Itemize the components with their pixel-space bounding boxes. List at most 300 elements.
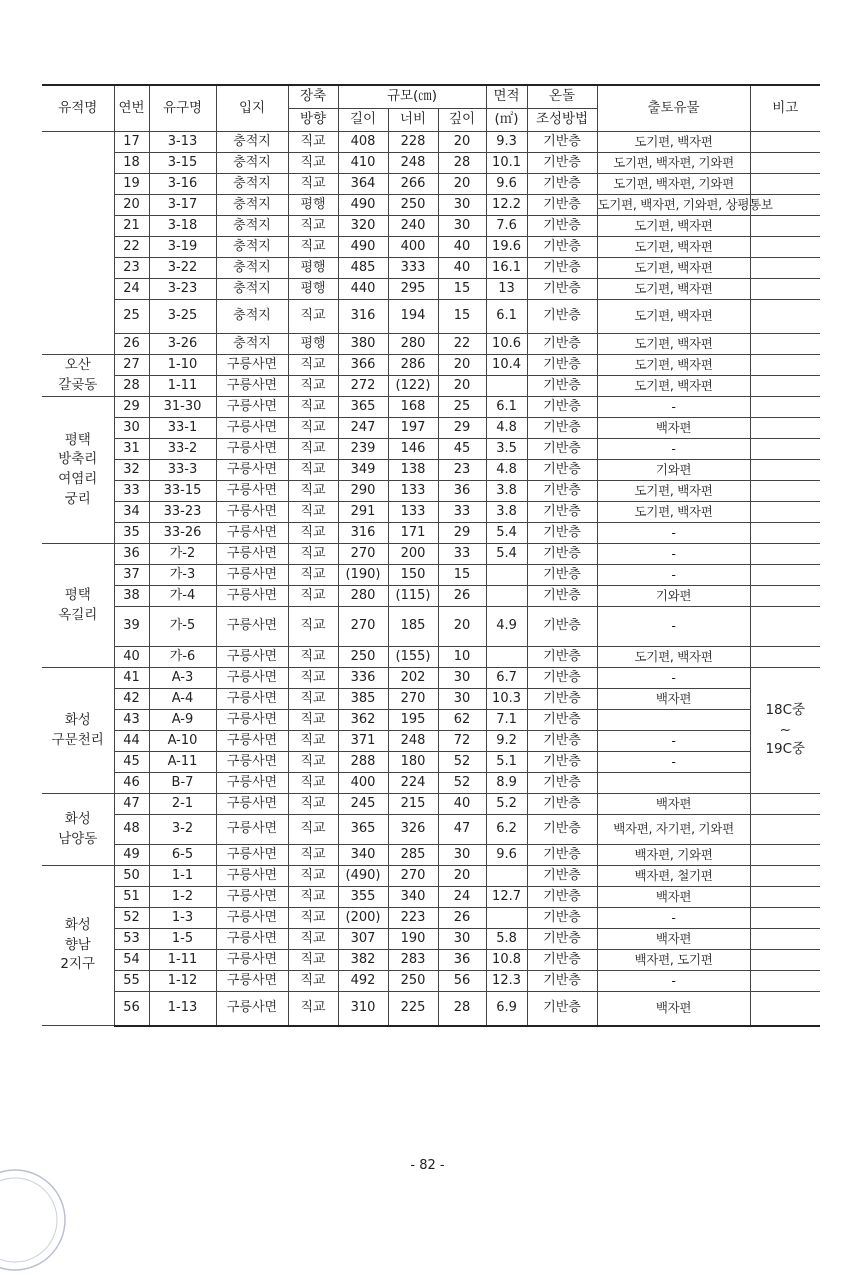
cell-location: 구릉사면 <box>216 397 288 418</box>
cell-artifacts: - <box>597 607 750 647</box>
cell-dir: 직교 <box>288 132 338 153</box>
cell-length: (190) <box>338 565 388 586</box>
cell-depth: 25 <box>438 397 486 418</box>
cell-ondol: 기반층 <box>527 174 597 195</box>
cell-no: 18 <box>114 153 149 174</box>
cell-dir: 직교 <box>288 845 338 866</box>
table-row <box>42 523 820 544</box>
cell-feature: 1-3 <box>149 908 216 929</box>
cell-ondol: 기반층 <box>527 887 597 908</box>
cell-location: 충적지 <box>216 153 288 174</box>
cell-depth: 20 <box>438 132 486 153</box>
header-depth: 깊이 <box>438 109 486 132</box>
site-name-line: 옥길리 <box>58 606 98 623</box>
cell-depth: 26 <box>438 586 486 607</box>
cell-location: 구릉사면 <box>216 355 288 376</box>
cell-feature: 가-3 <box>149 565 216 586</box>
cell-area: 12.3 <box>486 971 527 992</box>
cell-ondol: 기반층 <box>527 279 597 300</box>
cell-artifacts: 도기편, 백자편 <box>597 279 750 300</box>
cell-ondol: 기반층 <box>527 794 597 815</box>
cell-area: 9.2 <box>486 731 527 752</box>
cell-depth: 30 <box>438 216 486 237</box>
cell-ondol: 기반층 <box>527 153 597 174</box>
cell-no: 28 <box>114 376 149 397</box>
cell-ondol: 기반층 <box>527 710 597 731</box>
cell-note <box>750 647 820 668</box>
table-row <box>42 586 820 607</box>
cell-location: 충적지 <box>216 300 288 334</box>
cell-length: 492 <box>338 971 388 992</box>
cell-width: 146 <box>388 439 438 460</box>
cell-dir: 평행 <box>288 334 338 355</box>
cell-location: 구릉사면 <box>216 689 288 710</box>
cell-no: 34 <box>114 502 149 523</box>
cell-depth: 26 <box>438 908 486 929</box>
cell-no: 31 <box>114 439 149 460</box>
table-row <box>42 153 820 174</box>
table-row <box>42 731 820 752</box>
cell-ondol: 기반층 <box>527 355 597 376</box>
cell-width: 133 <box>388 502 438 523</box>
cell-artifacts: 백자편, 자기편, 기와편 <box>597 815 750 845</box>
header-location: 입지 <box>216 85 288 132</box>
cell-ondol: 기반층 <box>527 523 597 544</box>
cell-dir: 직교 <box>288 544 338 565</box>
cell-location: 구릉사면 <box>216 815 288 845</box>
cell-note <box>750 502 820 523</box>
cell-length: 310 <box>338 992 388 1026</box>
cell-feature: 가-4 <box>149 586 216 607</box>
cell-location: 구릉사면 <box>216 731 288 752</box>
cell-location: 구릉사면 <box>216 929 288 950</box>
cell-note <box>750 908 820 929</box>
cell-feature: 1-5 <box>149 929 216 950</box>
cell-feature: 3-23 <box>149 279 216 300</box>
cell-ondol: 기반층 <box>527 731 597 752</box>
cell-length: 385 <box>338 689 388 710</box>
table-body <box>42 132 820 1026</box>
cell-note <box>750 523 820 544</box>
cell-dir: 직교 <box>288 647 338 668</box>
cell-area: 10.3 <box>486 689 527 710</box>
header-area-line1: 면적 <box>486 85 527 109</box>
cell-dir: 직교 <box>288 586 338 607</box>
cell-width: 171 <box>388 523 438 544</box>
cell-artifacts: 백자편, 철기편 <box>597 866 750 887</box>
cell-feature: 1-1 <box>149 866 216 887</box>
cell-area <box>486 866 527 887</box>
cell-location: 충적지 <box>216 237 288 258</box>
cell-ondol: 기반층 <box>527 929 597 950</box>
cell-note <box>750 586 820 607</box>
cell-area: 3.8 <box>486 502 527 523</box>
cell-ondol: 기반층 <box>527 481 597 502</box>
site-name-line: 구문천리 <box>51 731 104 748</box>
cell-note <box>750 258 820 279</box>
cell-location: 충적지 <box>216 132 288 153</box>
site-name-cell <box>42 544 114 668</box>
cell-artifacts: 백자편 <box>597 887 750 908</box>
cell-depth: 56 <box>438 971 486 992</box>
header-note: 비고 <box>750 85 820 132</box>
cell-width: 200 <box>388 544 438 565</box>
cell-note <box>750 950 820 971</box>
cell-length: 365 <box>338 397 388 418</box>
cell-no: 45 <box>114 752 149 773</box>
table-row <box>42 258 820 279</box>
cell-length: 365 <box>338 815 388 845</box>
cell-area: 6.9 <box>486 992 527 1026</box>
cell-length: 307 <box>338 929 388 950</box>
cell-no: 46 <box>114 773 149 794</box>
cell-artifacts: - <box>597 439 750 460</box>
table-row <box>42 334 820 355</box>
site-name-line: 2지구 <box>60 956 96 973</box>
table-row <box>42 752 820 773</box>
cell-width: 326 <box>388 815 438 845</box>
cell-artifacts: 도기편, 백자편, 기와편 <box>597 153 750 174</box>
cell-location: 충적지 <box>216 279 288 300</box>
table-row <box>42 300 820 334</box>
cell-no: 48 <box>114 815 149 845</box>
cell-area: 3.5 <box>486 439 527 460</box>
cell-no: 47 <box>114 794 149 815</box>
cell-area: 10.6 <box>486 334 527 355</box>
cell-ondol: 기반층 <box>527 195 597 216</box>
cell-area: 5.4 <box>486 544 527 565</box>
cell-dir: 직교 <box>288 355 338 376</box>
cell-feature: 1-13 <box>149 992 216 1026</box>
cell-artifacts: 백자편 <box>597 689 750 710</box>
table-row <box>42 647 820 668</box>
cell-length: 340 <box>338 845 388 866</box>
cell-no: 30 <box>114 418 149 439</box>
cell-area: 4.8 <box>486 460 527 481</box>
cell-dir: 직교 <box>288 752 338 773</box>
cell-area <box>486 565 527 586</box>
cell-artifacts <box>597 710 750 731</box>
cell-area: 10.1 <box>486 153 527 174</box>
cell-no: 40 <box>114 647 149 668</box>
cell-artifacts: - <box>597 397 750 418</box>
cell-width: 283 <box>388 950 438 971</box>
cell-dir: 평행 <box>288 195 338 216</box>
cell-length: 336 <box>338 668 388 689</box>
cell-artifacts: - <box>597 544 750 565</box>
cell-dir: 직교 <box>288 607 338 647</box>
cell-dir: 직교 <box>288 971 338 992</box>
cell-depth: 20 <box>438 607 486 647</box>
cell-dir: 직교 <box>288 794 338 815</box>
cell-area: 12.7 <box>486 887 527 908</box>
cell-depth: 15 <box>438 279 486 300</box>
site-name-line: 화성 <box>64 810 91 827</box>
cell-depth: 40 <box>438 258 486 279</box>
cell-location: 구릉사면 <box>216 950 288 971</box>
table-row <box>42 502 820 523</box>
cell-location: 구릉사면 <box>216 647 288 668</box>
cell-length: 490 <box>338 237 388 258</box>
cell-area: 6.1 <box>486 397 527 418</box>
cell-location: 구릉사면 <box>216 971 288 992</box>
table-row <box>42 216 820 237</box>
cell-length: 280 <box>338 586 388 607</box>
cell-no: 33 <box>114 481 149 502</box>
cell-area: 6.1 <box>486 300 527 334</box>
cell-location: 구릉사면 <box>216 908 288 929</box>
site-name-line: 향남 <box>64 936 91 953</box>
cell-ondol: 기반층 <box>527 237 597 258</box>
cell-width: 248 <box>388 153 438 174</box>
cell-location: 구릉사면 <box>216 565 288 586</box>
page-number: - 82 - <box>410 1158 445 1173</box>
cell-depth: 36 <box>438 950 486 971</box>
cell-width: 333 <box>388 258 438 279</box>
cell-length: 250 <box>338 647 388 668</box>
cell-depth: 30 <box>438 689 486 710</box>
cell-ondol: 기반층 <box>527 502 597 523</box>
cell-depth: 28 <box>438 992 486 1026</box>
cell-artifacts: 도기편, 백자편 <box>597 300 750 334</box>
cell-no: 53 <box>114 929 149 950</box>
cell-length: 349 <box>338 460 388 481</box>
cell-area: 5.8 <box>486 929 527 950</box>
cell-ondol: 기반층 <box>527 908 597 929</box>
note-period-line: 18C중 <box>765 702 806 719</box>
cell-depth: 20 <box>438 355 486 376</box>
cell-no: 22 <box>114 237 149 258</box>
table-row <box>42 544 820 565</box>
site-name-line: 갈곶동 <box>58 376 98 393</box>
cell-depth: 36 <box>438 481 486 502</box>
cell-width: 138 <box>388 460 438 481</box>
cell-depth: 47 <box>438 815 486 845</box>
cell-no: 49 <box>114 845 149 866</box>
cell-artifacts: 백자편 <box>597 992 750 1026</box>
cell-dir: 직교 <box>288 710 338 731</box>
cell-ondol: 기반층 <box>527 607 597 647</box>
cell-location: 구릉사면 <box>216 586 288 607</box>
cell-feature: 3-19 <box>149 237 216 258</box>
cell-artifacts: 백자편, 도기편 <box>597 950 750 971</box>
cell-location: 구릉사면 <box>216 752 288 773</box>
cell-length: 440 <box>338 279 388 300</box>
cell-length: 239 <box>338 439 388 460</box>
cell-feature: 33-26 <box>149 523 216 544</box>
cell-note <box>750 355 820 376</box>
cell-area: 7.6 <box>486 216 527 237</box>
cell-feature: 1-11 <box>149 950 216 971</box>
cell-width: 270 <box>388 689 438 710</box>
cell-artifacts: 도기편, 백자편 <box>597 334 750 355</box>
cell-dir: 직교 <box>288 565 338 586</box>
site-name-line: 평택 <box>64 586 91 603</box>
cell-width: 190 <box>388 929 438 950</box>
cell-dir: 직교 <box>288 237 338 258</box>
table-row <box>42 668 820 689</box>
cell-width: 185 <box>388 607 438 647</box>
cell-width: 225 <box>388 992 438 1026</box>
cell-location: 구릉사면 <box>216 544 288 565</box>
cell-width: 223 <box>388 908 438 929</box>
cell-artifacts: - <box>597 731 750 752</box>
site-name-cell <box>42 132 114 355</box>
cell-no: 51 <box>114 887 149 908</box>
cell-dir: 직교 <box>288 481 338 502</box>
cell-width: 215 <box>388 794 438 815</box>
cell-no: 55 <box>114 971 149 992</box>
cell-area <box>486 376 527 397</box>
cell-location: 충적지 <box>216 195 288 216</box>
cell-ondol: 기반층 <box>527 418 597 439</box>
cell-dir: 직교 <box>288 216 338 237</box>
cell-feature: 3-26 <box>149 334 216 355</box>
cell-artifacts: - <box>597 523 750 544</box>
cell-dir: 평행 <box>288 258 338 279</box>
cell-width: (122) <box>388 376 438 397</box>
cell-dir: 직교 <box>288 174 338 195</box>
cell-depth: 72 <box>438 731 486 752</box>
cell-note <box>750 971 820 992</box>
table-row <box>42 908 820 929</box>
cell-dir: 직교 <box>288 773 338 794</box>
cell-location: 구릉사면 <box>216 668 288 689</box>
cell-ondol: 기반층 <box>527 992 597 1026</box>
cell-no: 35 <box>114 523 149 544</box>
note-period-line: ~ <box>779 721 791 738</box>
cell-note <box>750 565 820 586</box>
cell-dir: 직교 <box>288 523 338 544</box>
cell-location: 구릉사면 <box>216 710 288 731</box>
cell-area: 3.8 <box>486 481 527 502</box>
site-name-line: 평택 <box>64 431 91 448</box>
table-row <box>42 565 820 586</box>
cell-length: 247 <box>338 418 388 439</box>
cell-ondol: 기반층 <box>527 397 597 418</box>
header-site: 유적명 <box>42 85 114 132</box>
cell-no: 37 <box>114 565 149 586</box>
cell-location: 구릉사면 <box>216 439 288 460</box>
cell-ondol: 기반층 <box>527 565 597 586</box>
cell-dir: 직교 <box>288 815 338 845</box>
cell-depth: 10 <box>438 647 486 668</box>
cell-ondol: 기반층 <box>527 668 597 689</box>
cell-area: 5.1 <box>486 752 527 773</box>
cell-location: 충적지 <box>216 258 288 279</box>
table-row <box>42 607 820 647</box>
cell-width: 228 <box>388 132 438 153</box>
site-name-cell <box>42 397 114 544</box>
cell-location: 구릉사면 <box>216 481 288 502</box>
cell-depth: 28 <box>438 153 486 174</box>
cell-note <box>750 866 820 887</box>
table-row <box>42 481 820 502</box>
cell-ondol: 기반층 <box>527 647 597 668</box>
cell-area: 5.4 <box>486 523 527 544</box>
cell-no: 56 <box>114 992 149 1026</box>
table-row <box>42 195 820 216</box>
cell-location: 구릉사면 <box>216 773 288 794</box>
cell-area <box>486 586 527 607</box>
cell-depth: 40 <box>438 237 486 258</box>
site-name-cell <box>42 355 114 397</box>
cell-feature: 3-17 <box>149 195 216 216</box>
cell-no: 20 <box>114 195 149 216</box>
cell-artifacts: 기와편 <box>597 586 750 607</box>
cell-feature: A-10 <box>149 731 216 752</box>
cell-area <box>486 908 527 929</box>
table-row <box>42 174 820 195</box>
header-dir-line2: 방향 <box>288 109 338 132</box>
cell-location: 구릉사면 <box>216 887 288 908</box>
cell-feature: 1-10 <box>149 355 216 376</box>
cell-area: 19.6 <box>486 237 527 258</box>
cell-artifacts: 백자편 <box>597 929 750 950</box>
cell-no: 39 <box>114 607 149 647</box>
cell-note <box>750 132 820 153</box>
cell-no: 43 <box>114 710 149 731</box>
header-no: 연번 <box>114 85 149 132</box>
cell-area: 6.7 <box>486 668 527 689</box>
cell-depth: 52 <box>438 752 486 773</box>
header-ondol-line2: 조성방법 <box>527 109 597 132</box>
cell-width: 168 <box>388 397 438 418</box>
cell-width: 400 <box>388 237 438 258</box>
cell-artifacts: - <box>597 908 750 929</box>
cell-note <box>750 300 820 334</box>
cell-dir: 직교 <box>288 731 338 752</box>
cell-note <box>750 279 820 300</box>
cell-dir: 직교 <box>288 300 338 334</box>
header-dir-line1: 장축 <box>288 85 338 109</box>
cell-area: 10.4 <box>486 355 527 376</box>
cell-ondol: 기반층 <box>527 544 597 565</box>
cell-ondol: 기반층 <box>527 752 597 773</box>
cell-note <box>750 887 820 908</box>
cell-note <box>750 153 820 174</box>
cell-ondol: 기반층 <box>527 334 597 355</box>
cell-dir: 직교 <box>288 376 338 397</box>
cell-length: 291 <box>338 502 388 523</box>
cell-artifacts: 도기편, 백자편 <box>597 132 750 153</box>
cell-ondol: 기반층 <box>527 971 597 992</box>
cell-length: 400 <box>338 773 388 794</box>
table-row <box>42 689 820 710</box>
cell-feature: B-7 <box>149 773 216 794</box>
cell-no: 50 <box>114 866 149 887</box>
cell-feature: 가-2 <box>149 544 216 565</box>
cell-dir: 직교 <box>288 418 338 439</box>
cell-area: 9.6 <box>486 174 527 195</box>
cell-length: 272 <box>338 376 388 397</box>
cell-width: 240 <box>388 216 438 237</box>
cell-artifacts: - <box>597 752 750 773</box>
ondol-site-table <box>42 84 820 1027</box>
cell-depth: 24 <box>438 887 486 908</box>
cell-depth: 15 <box>438 300 486 334</box>
cell-location: 구릉사면 <box>216 460 288 481</box>
cell-area: 4.8 <box>486 418 527 439</box>
cell-width: (155) <box>388 647 438 668</box>
cell-width: 285 <box>388 845 438 866</box>
cell-area: 10.8 <box>486 950 527 971</box>
table-row <box>42 279 820 300</box>
cell-depth: 30 <box>438 845 486 866</box>
cell-width: 197 <box>388 418 438 439</box>
cell-depth: 22 <box>438 334 486 355</box>
header-ondol-line1: 온돌 <box>527 85 597 109</box>
